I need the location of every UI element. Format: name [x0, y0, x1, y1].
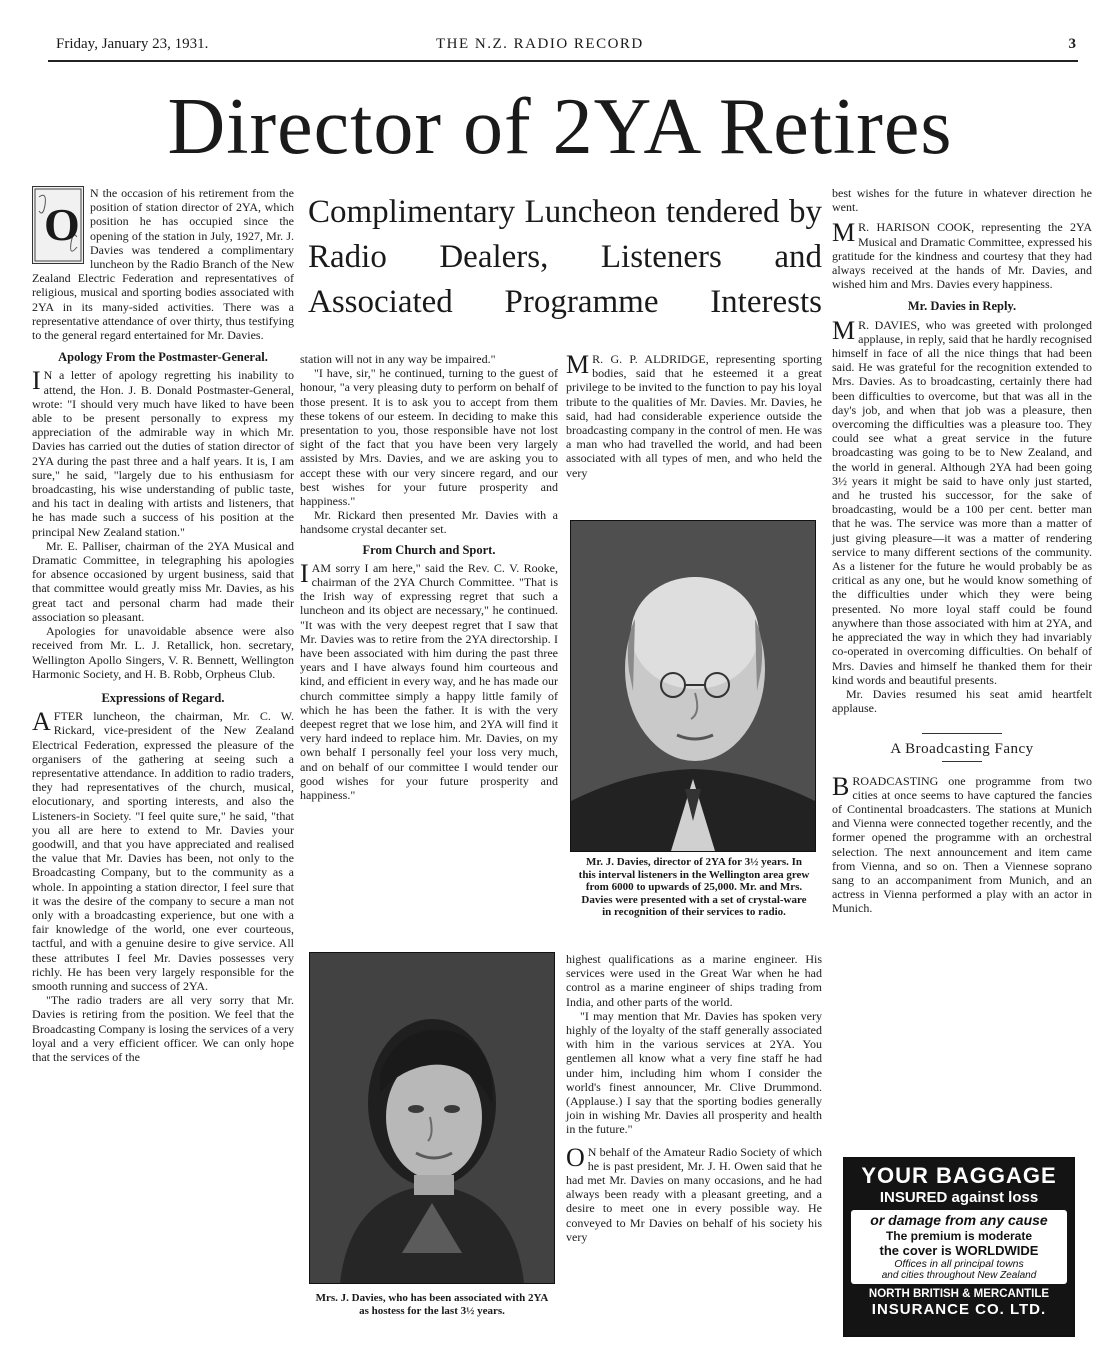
section-rule-top: [922, 733, 1002, 734]
subheading-apology: Apology From the Postmaster-General.: [58, 350, 268, 365]
article-column-3-top: [566, 352, 822, 480]
dropcap-letter: O: [566, 1142, 585, 1172]
paragraph-presented: Mr. Rickard then presented Mr. Davies with a handsome crystal decanter set.: [300, 508, 558, 537]
intro-paragraph: [32, 186, 294, 342]
caption-mr-davies: Mr. J. Davies, director of 2YA for 3½ years. In this interval listeners in the Wellington area grew from 6000 to upwards of 25,000. Mr. and Mrs. Davies were presented with a set of crystal-ware in recognition of their services to radio.: [578, 856, 810, 919]
paragraph-apologies: Apologies for unavoidable absence were also received from Mr. L. J. Retallick, hon. secretary, Wellington Apollo Singers, V. R. Bennett, Wellington Harmonic Society, and H. B. Robb, Orpheus Club.: [32, 624, 294, 681]
paragraph-rickard: [32, 709, 294, 993]
issue-date: Friday, January 23, 1931.: [56, 36, 209, 52]
paragraph-traders: "The radio traders are all very sorry that Mr. Davies is retiring from the position. We feel that the Broadcasting Company is losing the services of a very loyal and a very efficient officer. We can only hope that the services of the: [32, 993, 294, 1064]
ad-line-cover: the cover is WORLDWIDE: [879, 1243, 1039, 1258]
dropcap-letter: I: [32, 366, 41, 396]
paragraph-text: N a letter of apology regretting his inability to attend, the Hon. J. B. Donald Postmaster-General, wrote: "I should very much have liked to have been able to be present personally to express my appreciation of the admirable way in which Mr. Davies has carried out the duties of station director of 2YA during the past three and a half years. It is, I am sure," he said, "largely due to his enthusiasm for broadcasting, his wise understanding of public taste, and his tact in dealing with artists and listeners, that he has made such a success of his position at the principal New Zealand station.": [32, 368, 294, 539]
article-column-3-bottom: [566, 952, 822, 1244]
ad-panel: [851, 1210, 1067, 1284]
paragraph-apology: [32, 368, 294, 538]
publication-name: THE N.Z. RADIO RECORD: [436, 36, 644, 52]
paragraph-broadcasting: [832, 771, 1092, 916]
dropcap-letter: M: [832, 315, 856, 345]
paragraph-staff: "I may mention that Mr. Davies has spoken very highly of the loyalty of the staff generally associated with him in the various services at 2YA. You gentlemen all know what a very fine staff he had under him, including him whom I consider the world's finest announcer, Mr. Clive Drummond. (Applause.) I say that the sporting bodies generally join in wishing Mr. Davies all prosperity and health in the future.": [566, 1008, 822, 1137]
subheading-regard: Expressions of Regard.: [101, 690, 225, 705]
paragraph-aldridge: [566, 352, 822, 480]
paragraph-palliser: Mr. E. Palliser, chairman of the 2YA Musical and Dramatic Committee, in telegraphing his apologies for absence occasioned by urgent business, said that that committee would greatly miss Mr. Davies, as his great tact and personal charm had made their association so pleasant.: [32, 538, 294, 624]
dropcap-letter: M: [832, 218, 856, 248]
headline: Director of 2YA Retires: [167, 83, 953, 171]
dropcap-letter: M: [566, 350, 590, 379]
subheading-reply: Mr. Davies in Reply.: [907, 299, 1017, 314]
intro-text: N the occasion of his retirement from the position of station director of 2YA, which position he has occupied since the opening of the station in July, 1927, Mr. J. Davies was tendered a complimentary luncheon by the Radio Branch of the New Zealand Electric Federation and representatives of religious, musical and sporting bodies associated with 2YA in its many-sided activities. There was a representative attendance of over thirty, thus testifying to the general regard entertained for Mr. Davies.: [32, 186, 294, 343]
ad-line-cities: and cities throughout New Zealand: [881, 1270, 1037, 1281]
ad-line-offices: Offices in all principal towns: [894, 1258, 1024, 1270]
paragraph-owen: [566, 1142, 822, 1244]
photo-mr-davies: [570, 520, 816, 852]
paragraph-davies-reply: [832, 315, 1092, 687]
paragraph-text: R. G. P. ALDRIDGE, representing sporting bodies, said that he esteemed it a great privilege to be invited to the function to pay his loyal tribute to the qualities of Mr. Davies. Mr. Davies, he said, had had considerable experience outside the broadcasting company in the control of men. He was a man who had travelled the world, and had been associated with all types of men, and who held the very: [566, 352, 822, 480]
ad-line-insured: INSURED against loss: [879, 1189, 1039, 1206]
section-rule-bottom: [942, 761, 982, 762]
dropcap-letter: A: [32, 707, 51, 737]
paragraph-rooke: [300, 558, 558, 803]
page-header: [56, 36, 1076, 58]
page-number: 3: [1068, 36, 1076, 52]
dropcap-letter: B: [832, 771, 850, 801]
portrait-woman-image: [310, 953, 554, 1283]
caption-mrs-davies: Mrs. J. Davies, who has been associated with 2YA as hostess for the last 3½ years.: [315, 1292, 549, 1317]
ornamental-initial: [32, 186, 84, 264]
paragraph-cook: [832, 220, 1092, 291]
paragraph-tokens: "I have, sir," he continued, turning to the guest of honour, "a very pleasing duty to perform on behalf of those present. It is to ask you to accept from them these tokens of our esteem. In deciding to make this presentation to you, those responsible have not lost sight of the fact that you have been very largely assisted by Mrs. Davies, and we are asking you to accept these with our very sincere regard, and our best wishes for your future prosperity and happiness.": [300, 366, 558, 509]
article-column-2: [300, 352, 558, 802]
dropcap-letter: I: [300, 558, 309, 588]
paragraph-text: FTER luncheon, the chairman, Mr. C. W. Rickard, vice-president of the New Zealand Electrical Federation, expressed the pleasure of the organisers of the gathering at seeing such a representative attendance. In addition to radio traders, they had representatives of the church, musical, elocutionary, and sporting interests, and also the Listeners-in Society. "I feel quite sure," he said, "that you all are here to extend to Mr. Davies your goodwill, and that you have appreciated and realised the value that Mr. Davies has been, not only to the Broadcasting Company, but to the community as a whole. In appointing a station director, I feel sure that it was the desire of the company to secure a man not only with a broadcasting experience, but one with a fair knowledge of the world, one ever courteous, tactful, and with a genuine desire to give service. All these attributes I feel Mr. Davies possesses very richly. He has been very largely responsible for the smooth running and success of 2YA.: [32, 709, 294, 993]
ad-line-company: NORTH BRITISH & MERCANTILE: [868, 1288, 1050, 1300]
paragraph-text: R. DAVIES, who was greeted with prolonged applause, in reply, said that he hardly recognised himself in face of all the nice things that had been said. He was grateful for the recognition extended to Mrs. Davies. As to broadcasting, certainly there had been difficulties to overcome, but that was all in the day's job, and when that job was a pleasure, then overcoming the difficulties was a pleasure too. They could see what a great service in the future broadcasting was going to be to New Zealand, and the world in general. Although 2YA had been going 3½ years it might be said to have only just started, and he trusted his successor, for the sake of broadcasting, would be a 100 per cent. better man that he was. The service was more than a matter of just giving pleasure—it was a matter of rendering service to many different sections of the community. As a listener for the future he would probably be as critical as any one, but he would know something of the difficulties under which they were being presented. No more loyal staff could be found anywhere than those associated with him at 2YA, and he appreciated the way in which they had invariably co-operated in overcoming difficulties. On behalf of Mrs. Davies and himself he thanked them for their kind words and beautiful presents.: [832, 317, 1092, 687]
article-column-1: [32, 186, 294, 1064]
dropcap-letter: O: [44, 199, 80, 250]
paragraph-applause: Mr. Davies resumed his seat amid heartfelt applause.: [832, 686, 1092, 716]
paragraph-engineer: highest qualifications as a marine engineer. His services were used in the Great War when he had control as a marine engineer of ships trading from India, and other parts of the world.: [566, 952, 822, 1009]
subheading-fancy: A Broadcasting Fancy: [890, 741, 1034, 758]
paragraph-text: AM sorry I am here," said the Rev. C. V. Rooke, chairman of the 2YA Church Committee. "That is the Irish way of expressing regret that such a luncheon and its object are necessary," he continued. "It was with the very deepest regret that I saw that Mr. Davies was to retire from the 2YA directorship. I have been associated with him during the past three years and I have always found him courteous and kind, and efficient in every way, and he has made our church committee simply a happy little family of which he has been the father. It is with the very deepest regret that we lose him, and 2YA will find it very hard indeed to replace him. Mr. Davies, on my own behalf I personally feel your loss very much, and on behalf of our committee I would tender our good wishes for your future prosperity and happiness.": [300, 560, 558, 803]
portrait-man-image: [571, 521, 815, 851]
paragraph-best-wishes: best wishes for the future in whatever direction he went.: [832, 186, 1092, 215]
header-rule: [48, 60, 1078, 62]
ad-line-insurance-co: INSURANCE CO. LTD.: [871, 1301, 1047, 1318]
ad-line-damage: or damage from any cause: [870, 1212, 1048, 1228]
subheadline: Complimentary Luncheon tendered by Radio Dealers, Listeners and Associated Programme Interests: [308, 194, 822, 320]
paragraph-text: R. HARISON COOK, representing the 2YA Musical and Dramatic Committee, expressed his gratitude for the kindness and courtesy that they had always received at the hands of Mr. Davies, and wished him and Mrs. Davies every happiness.: [832, 220, 1092, 292]
paragraph-impaired: station will not in any way be impaired.": [300, 352, 496, 366]
paragraph-text: N behalf of the Amateur Radio Society of which he is past president, Mr. J. H. Owen said that he had met Mr. Davies on many occasions, and he had always been ready with a pleasant greeting, and a desire to meet one in every possible way. He conveyed to Mr Davies on behalf of his society his very: [566, 1144, 822, 1244]
ad-line-premium: The premium is moderate: [885, 1229, 1033, 1243]
subheading-church: From Church and Sport.: [362, 542, 496, 557]
paragraph-text: ROADCASTING one programme from two cities at once seems to have captured the fancies of Continental broadcasters. The stations at Munich and Vienna were connected together recently, and the former opened the programme with an orchestral selection. The next announcement and item came from Vienna, and so on. Then a Viennese soprano sang to an accompaniment from Munich, and an actress in Vienna performed a play with an actor in Munich.: [832, 773, 1092, 916]
article-column-4: [832, 186, 1092, 916]
ad-line-baggage: YOUR BAGGAGE: [861, 1163, 1057, 1188]
photo-mrs-davies: [309, 952, 555, 1284]
insurance-advertisement: [843, 1157, 1075, 1337]
